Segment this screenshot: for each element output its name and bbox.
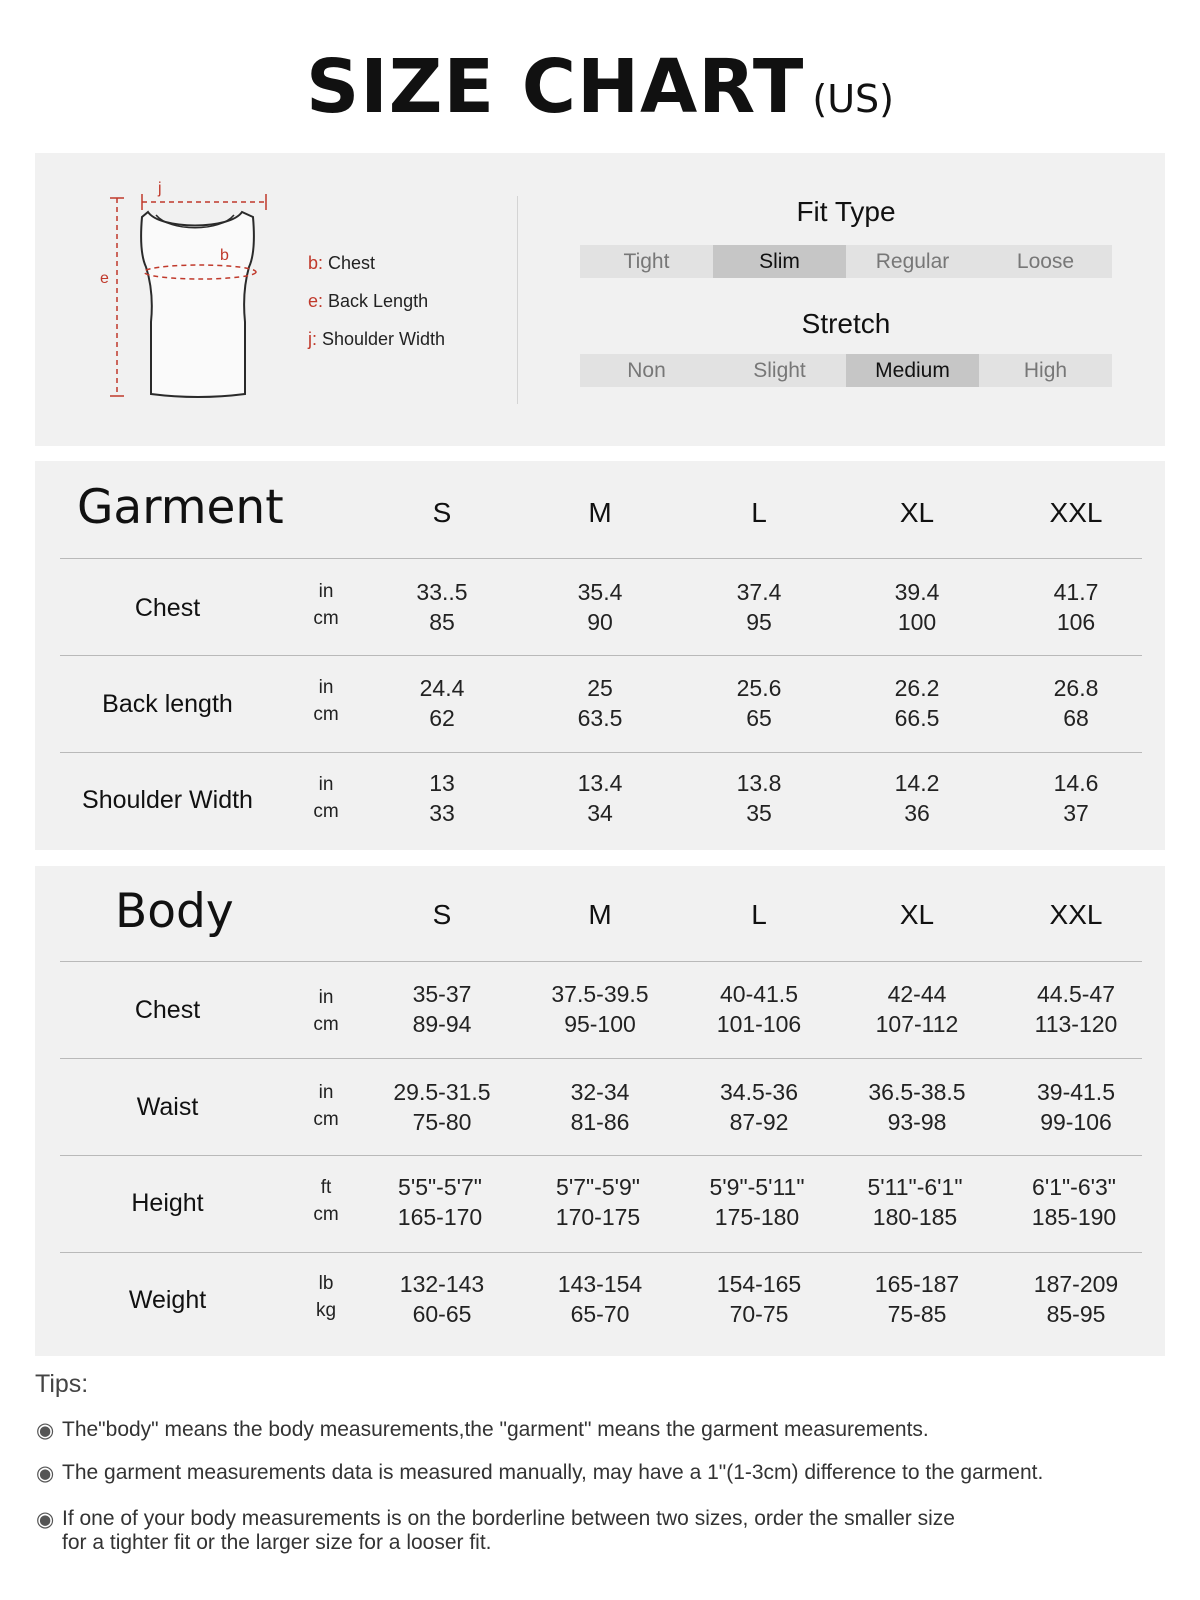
fit-option-loose: Loose bbox=[1016, 250, 1075, 273]
garment-size-xxl: XXL bbox=[1049, 497, 1103, 528]
table-cell: 35-37 89-94 bbox=[412, 981, 472, 1037]
table-cell: 33..5 85 bbox=[416, 579, 468, 635]
table-cell: 26.2 66.5 bbox=[894, 675, 940, 731]
body-divider bbox=[60, 1252, 1142, 1253]
garment-size-s: S bbox=[432, 497, 452, 528]
page-title bbox=[0, 44, 1200, 130]
body-row-label: Weight bbox=[128, 1286, 207, 1314]
body-size-xxl: XXL bbox=[1049, 899, 1103, 930]
legend-back-length: e: Back Length bbox=[308, 291, 429, 311]
table-cell: 13 33 bbox=[429, 770, 455, 826]
body-row-units: lb kg bbox=[315, 1273, 337, 1321]
label-b: b bbox=[220, 247, 229, 264]
table-cell: 6'1"-6'3" 185-190 bbox=[1031, 1174, 1117, 1230]
body-row-label: Waist bbox=[136, 1093, 199, 1121]
legend-shoulder-width: j: Shoulder Width bbox=[308, 329, 446, 349]
measurement-legend bbox=[308, 244, 445, 358]
table-cell: 5'5"-5'7" 165-170 bbox=[397, 1174, 483, 1230]
radio-bullet-icon: ◉ bbox=[36, 1508, 55, 1531]
body-size-m: M bbox=[588, 899, 612, 930]
garment-row-units: in cm bbox=[313, 677, 339, 725]
tip-item: ◉ The garment measurements data is measured manually, may have a 1"(1-3cm) difference to the garment. bbox=[36, 1461, 1044, 1485]
table-cell: 132-143 60-65 bbox=[399, 1271, 485, 1327]
legend-chest: b: Chest bbox=[308, 253, 376, 273]
garment-divider bbox=[60, 655, 1142, 656]
table-cell: 39-41.5 99-106 bbox=[1036, 1079, 1115, 1135]
garment-row-label: Chest bbox=[134, 594, 201, 622]
table-cell: 143-154 65-70 bbox=[557, 1271, 643, 1327]
body-row-units: ft cm bbox=[313, 1177, 339, 1225]
table-cell: 13.8 35 bbox=[736, 770, 782, 826]
stretch-option-non: Non bbox=[627, 359, 666, 382]
fit-option-slim: Slim bbox=[713, 245, 846, 278]
label-e: e bbox=[100, 270, 109, 287]
table-cell: 32-34 81-86 bbox=[570, 1079, 630, 1135]
title-main: SIZE CHART bbox=[305, 44, 805, 130]
table-cell: 40-41.5 101-106 bbox=[716, 981, 802, 1037]
garment-row-units: in cm bbox=[313, 774, 339, 822]
table-cell: 25.6 65 bbox=[736, 675, 782, 731]
table-cell: 39.4 100 bbox=[894, 579, 940, 635]
table-cell: 5'9"-5'11" 175-180 bbox=[709, 1174, 805, 1230]
table-cell: 24.4 62 bbox=[419, 675, 465, 731]
table-cell: 154-165 70-75 bbox=[716, 1271, 802, 1327]
table-cell: 14.6 37 bbox=[1053, 770, 1099, 826]
body-heading: Body bbox=[115, 884, 234, 939]
table-cell: 29.5-31.5 75-80 bbox=[393, 1079, 491, 1135]
garment-divider bbox=[60, 752, 1142, 753]
body-row-units: in cm bbox=[313, 1082, 339, 1130]
body-divider bbox=[60, 1155, 1142, 1156]
garment-row-units: in cm bbox=[313, 581, 339, 629]
garment-heading: Garment bbox=[77, 480, 284, 535]
panel-divider bbox=[517, 196, 518, 404]
tip-item: ◉ If one of your body measurements is on the borderline between two sizes, order the smaller size for a tighter fit or the larger size for a looser fit. bbox=[36, 1507, 955, 1554]
garment-size-l: L bbox=[751, 497, 767, 528]
fit-type-options bbox=[580, 245, 1112, 278]
fit-option-tight: Tight bbox=[623, 250, 670, 273]
garment-row-label: Shoulder Width bbox=[82, 786, 253, 814]
stretch-option-medium: Medium bbox=[846, 354, 979, 387]
table-cell: 13.4 34 bbox=[577, 770, 623, 826]
stretch-options bbox=[580, 354, 1112, 387]
body-row-units: in cm bbox=[313, 987, 339, 1035]
table-cell: 26.8 68 bbox=[1053, 675, 1099, 731]
body-row-label: Chest bbox=[134, 996, 201, 1024]
table-cell: 14.2 36 bbox=[894, 770, 940, 826]
radio-bullet-icon: ◉ bbox=[36, 1462, 55, 1485]
garment-size-xl: XL bbox=[899, 497, 935, 528]
table-cell: 34.5-36 87-92 bbox=[719, 1079, 798, 1135]
back-length-marker bbox=[110, 198, 124, 396]
body-size-l: L bbox=[751, 899, 767, 930]
table-cell: 42-44 107-112 bbox=[875, 981, 959, 1037]
body-size-s: S bbox=[432, 899, 452, 930]
table-cell: 5'11"-6'1" 180-185 bbox=[867, 1174, 963, 1230]
table-cell: 41.7 106 bbox=[1053, 579, 1099, 635]
table-cell: 44.5-47 113-120 bbox=[1034, 981, 1118, 1037]
tips-title: Tips: bbox=[35, 1370, 89, 1398]
body-size-xl: XL bbox=[899, 899, 935, 930]
body-divider bbox=[60, 961, 1142, 962]
stretch-option-high: High bbox=[1023, 359, 1068, 382]
label-j: j bbox=[158, 180, 162, 197]
fit-option-regular: Regular bbox=[875, 250, 950, 273]
table-cell: 25 63.5 bbox=[577, 675, 623, 731]
garment-divider bbox=[60, 558, 1142, 559]
table-cell: 187-209 85-95 bbox=[1033, 1271, 1119, 1327]
table-cell: 37.5-39.5 95-100 bbox=[551, 981, 649, 1037]
stretch-option-slight: Slight bbox=[753, 359, 806, 382]
table-cell: 165-187 75-85 bbox=[874, 1271, 960, 1327]
tip-item: ◉ The"body" means the body measurements,the "garment" means the garment measurements. bbox=[36, 1418, 929, 1442]
table-cell: 35.4 90 bbox=[577, 579, 623, 635]
body-row-label: Height bbox=[131, 1189, 204, 1217]
title-region: (US) bbox=[812, 77, 895, 121]
table-cell: 37.4 95 bbox=[736, 579, 782, 635]
table-cell: 36.5-38.5 93-98 bbox=[868, 1079, 966, 1135]
table-cell: 5'7"-5'9" 170-175 bbox=[555, 1174, 641, 1230]
body-divider bbox=[60, 1058, 1142, 1059]
tank-top-outline bbox=[141, 212, 254, 397]
stretch-title: Stretch bbox=[801, 308, 891, 339]
tank-top-diagram bbox=[90, 172, 280, 412]
radio-bullet-icon: ◉ bbox=[36, 1419, 55, 1442]
fit-type-title: Fit Type bbox=[796, 196, 896, 227]
garment-row-label: Back length bbox=[102, 690, 233, 718]
garment-size-m: M bbox=[588, 497, 612, 528]
